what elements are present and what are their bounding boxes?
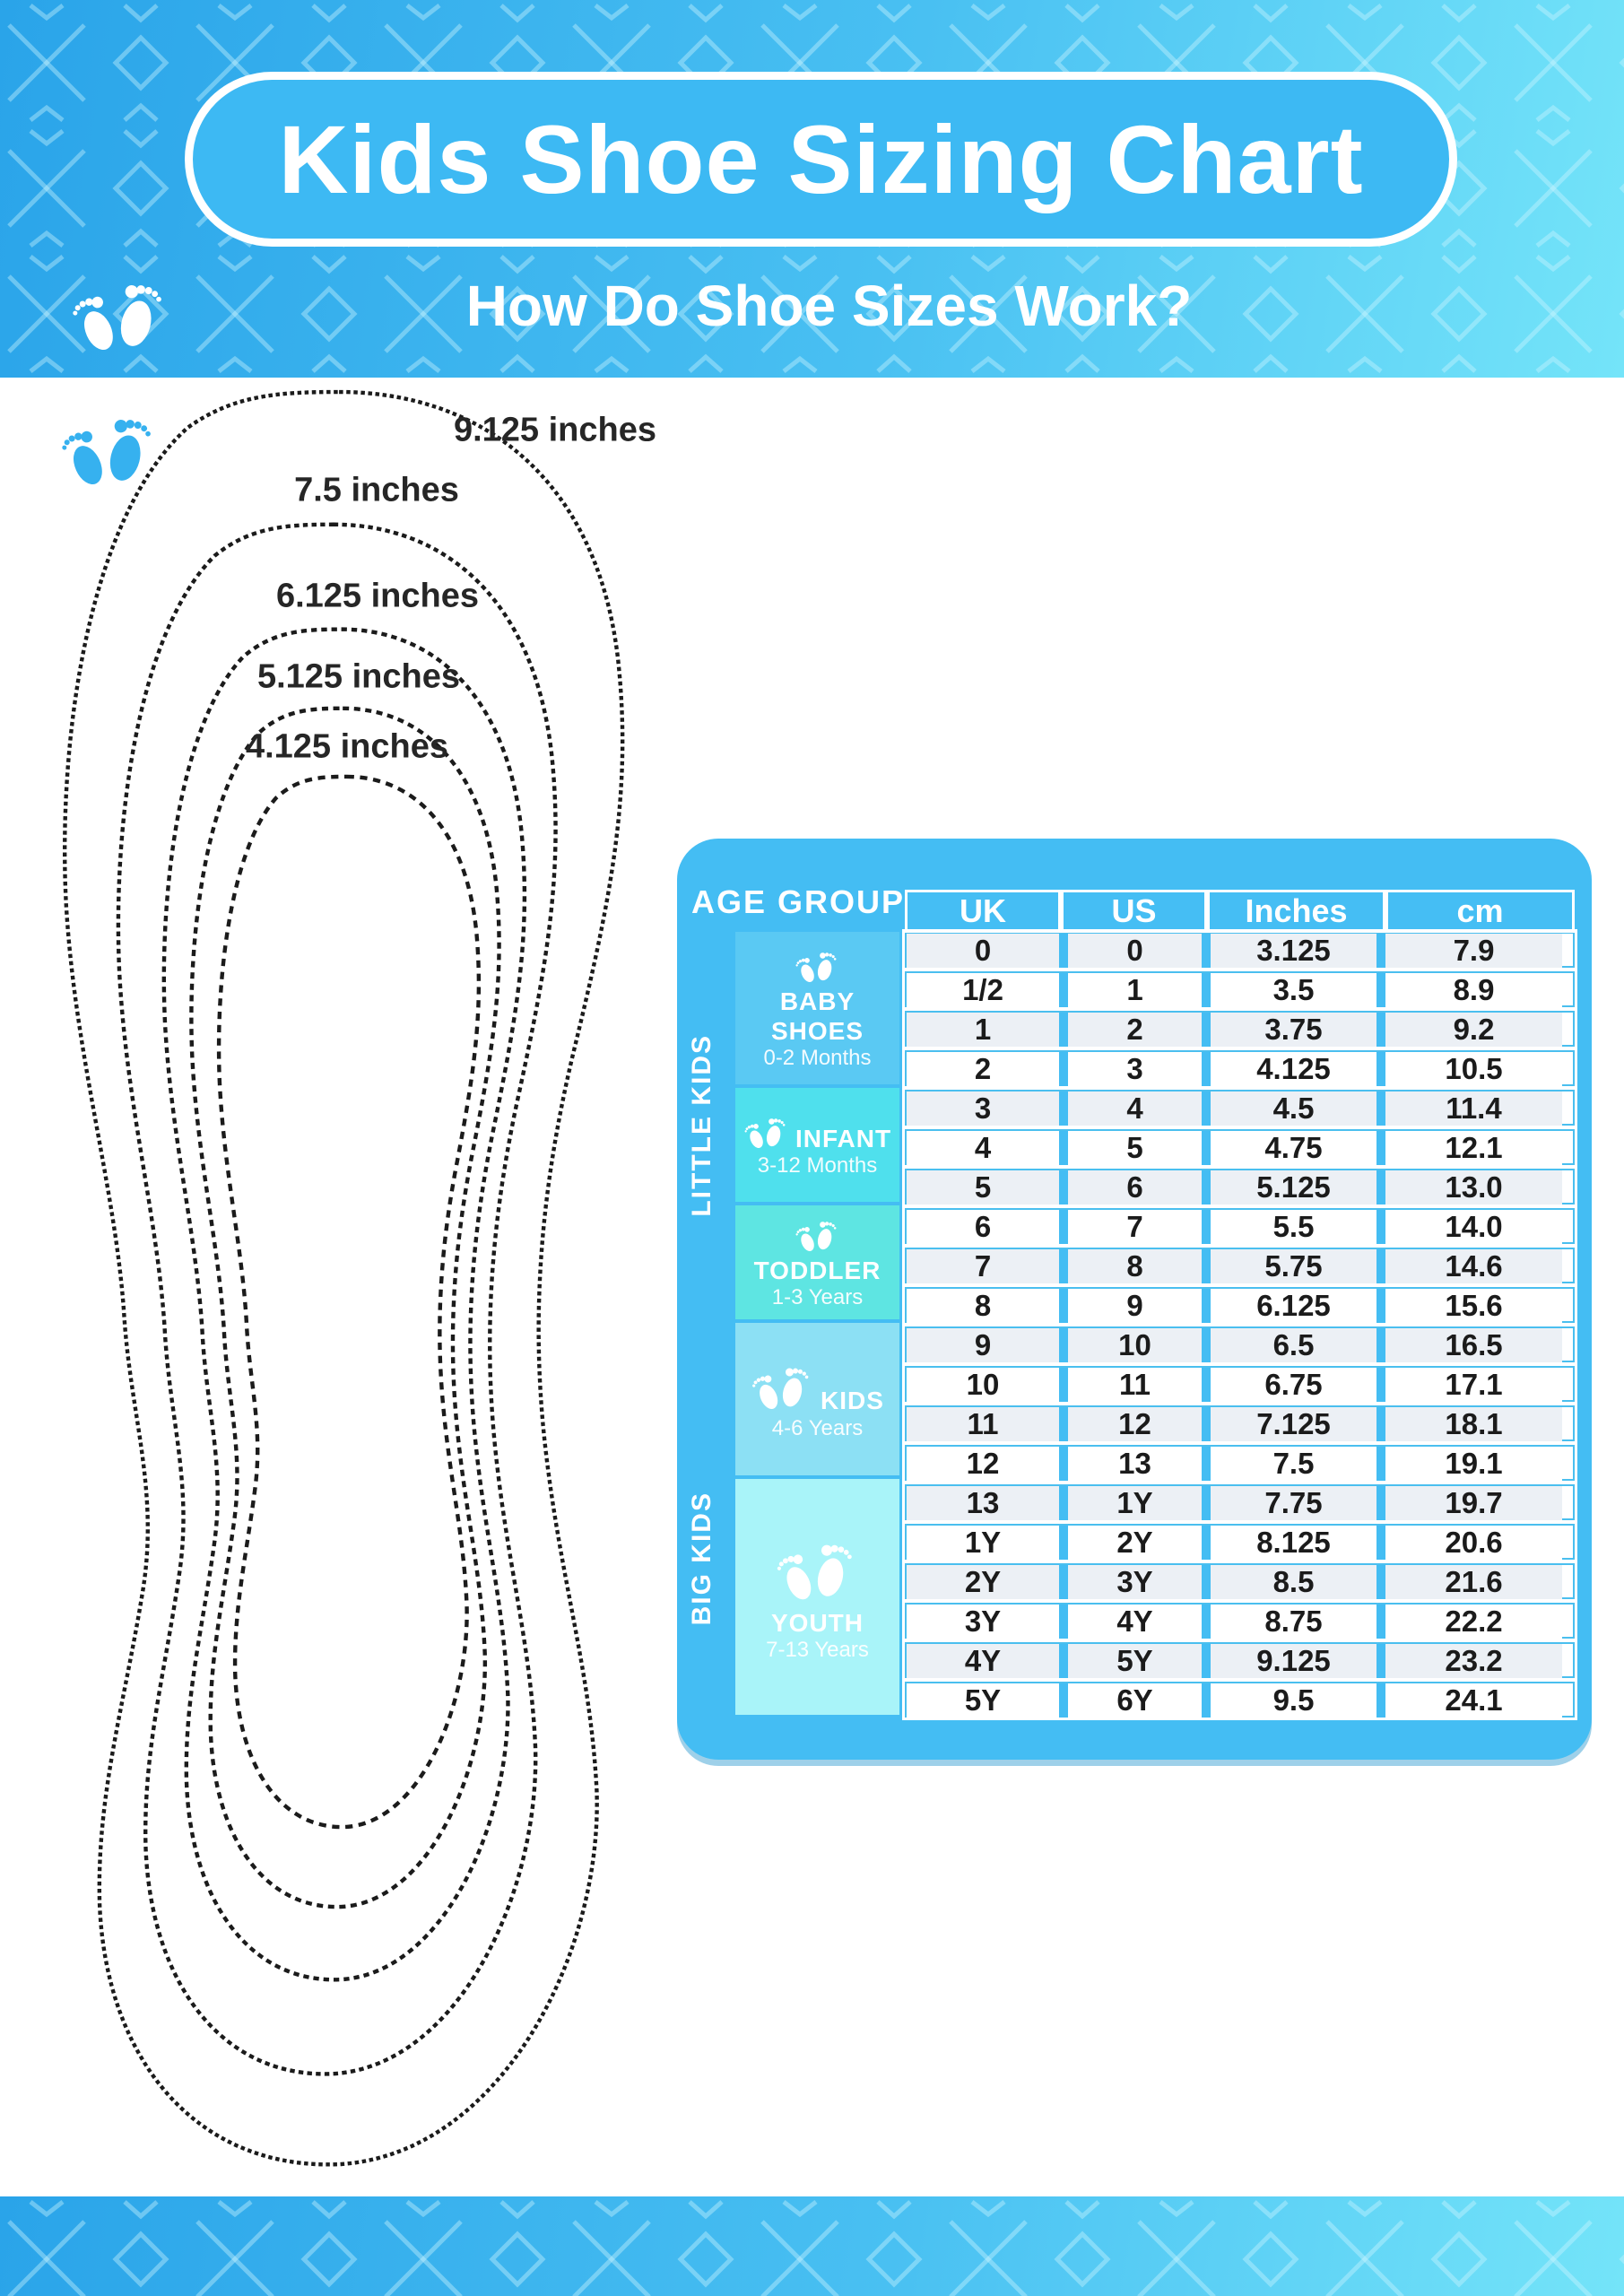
table-row — [905, 1208, 1575, 1244]
age-panel-title: BABY SHOES — [770, 987, 864, 1045]
table-row — [905, 1050, 1575, 1086]
table-row — [905, 1603, 1575, 1639]
table-row — [905, 1129, 1575, 1165]
cell-cm: 13.0 — [1376, 1170, 1562, 1205]
cell-inches: 5.75 — [1202, 1249, 1376, 1283]
age-panel-range: 4-6 Years — [771, 1415, 864, 1440]
foot-outline-4-125 — [219, 777, 479, 1827]
cell-inches: 3.125 — [1202, 934, 1376, 968]
table-row — [905, 1326, 1575, 1362]
cell-us: 4 — [1059, 1091, 1202, 1126]
cell-cm: 21.6 — [1376, 1565, 1562, 1599]
cell-cm: 8.9 — [1376, 973, 1562, 1007]
foot-outline-5-125 — [191, 709, 499, 1907]
cell-cm: 16.5 — [1376, 1328, 1562, 1362]
size-table-header-row — [905, 890, 1575, 932]
age-panel-title: KIDS — [821, 1387, 884, 1415]
cell-inches: 4.75 — [1202, 1131, 1376, 1165]
cell-us: 6 — [1059, 1170, 1202, 1205]
cell-inches: 7.5 — [1202, 1447, 1376, 1481]
table-row — [905, 1011, 1575, 1047]
cell-uk: 2Y — [907, 1565, 1059, 1599]
cell-cm: 22.2 — [1376, 1605, 1562, 1639]
cell-us: 13 — [1059, 1447, 1202, 1481]
footprints-icon — [751, 1357, 815, 1416]
cell-cm: 14.6 — [1376, 1249, 1562, 1283]
age-panel-range: 7-13 Years — [766, 1638, 869, 1663]
cell-us: 8 — [1059, 1249, 1202, 1283]
age-panel-youth — [735, 1479, 899, 1715]
table-row — [905, 971, 1575, 1007]
cell-us: 5Y — [1059, 1644, 1202, 1678]
page-title: Kids Shoe Sizing Chart — [278, 105, 1364, 213]
cell-inches: 4.125 — [1202, 1052, 1376, 1086]
cell-us: 1 — [1059, 973, 1202, 1007]
cell-inches: 8.75 — [1202, 1605, 1376, 1639]
foot-length-label: 5.125 inches — [256, 657, 461, 696]
cell-uk: 1 — [907, 1013, 1059, 1047]
cell-cm: 18.1 — [1376, 1407, 1562, 1441]
side-label-little-kids: LITTLE KIDS — [687, 1034, 716, 1217]
cell-us: 3Y — [1059, 1565, 1202, 1599]
cell-us: 10 — [1059, 1328, 1202, 1362]
cell-inches: 5.125 — [1202, 1170, 1376, 1205]
cell-uk: 1/2 — [907, 973, 1059, 1007]
age-panel-title: TODDLER — [753, 1257, 881, 1284]
age-group-header: AGE GROUP — [690, 883, 906, 920]
cell-uk: 4 — [907, 1131, 1059, 1165]
age-panel-range: 3-12 Months — [757, 1153, 878, 1178]
cell-us: 2Y — [1059, 1526, 1202, 1560]
foot-length-label: 6.125 inches — [275, 577, 480, 615]
cell-cm: 14.0 — [1376, 1210, 1562, 1244]
cell-uk: 6 — [907, 1210, 1059, 1244]
foot-length-label: 9.125 inches — [453, 411, 657, 449]
footer-banner — [0, 2196, 1624, 2296]
table-row — [905, 1287, 1575, 1323]
cell-cm: 7.9 — [1376, 934, 1562, 968]
cell-us: 0 — [1059, 934, 1202, 968]
cell-uk: 9 — [907, 1328, 1059, 1362]
age-panel-range: 0-2 Months — [763, 1045, 872, 1070]
table-row — [905, 1524, 1575, 1560]
cell-inches: 7.75 — [1202, 1486, 1376, 1520]
cell-us: 7 — [1059, 1210, 1202, 1244]
age-panel-range: 1-3 Years — [771, 1285, 864, 1310]
cell-inches: 9.125 — [1202, 1644, 1376, 1678]
cell-us: 4Y — [1059, 1605, 1202, 1639]
table-row — [905, 1445, 1575, 1481]
cell-inches: 7.125 — [1202, 1407, 1376, 1441]
table-row — [905, 1642, 1575, 1678]
cell-uk: 8 — [907, 1289, 1059, 1323]
age-panel-infant — [735, 1088, 899, 1202]
cell-us: 6Y — [1059, 1683, 1202, 1718]
footprints-icon — [795, 944, 841, 987]
age-panel-title: YOUTH — [771, 1609, 864, 1637]
cell-inches: 3.5 — [1202, 973, 1376, 1007]
foot-length-label: 4.125 inches — [245, 727, 449, 766]
table-row — [905, 1248, 1575, 1283]
cell-inches: 5.5 — [1202, 1210, 1376, 1244]
cell-cm: 17.1 — [1376, 1368, 1562, 1402]
footprints-icon — [795, 1213, 841, 1257]
cell-cm: 20.6 — [1376, 1526, 1562, 1560]
cell-inches: 6.125 — [1202, 1289, 1376, 1323]
cell-inches: 8.125 — [1202, 1526, 1376, 1560]
column-header-inches: Inches — [1207, 890, 1385, 933]
table-row — [905, 1682, 1575, 1718]
cell-cm: 19.1 — [1376, 1447, 1562, 1481]
footer-diamond-pattern — [0, 2196, 1624, 2296]
age-panel-baby-shoes — [735, 932, 899, 1084]
cell-cm: 24.1 — [1376, 1683, 1562, 1718]
cell-uk: 3Y — [907, 1605, 1059, 1639]
cell-us: 12 — [1059, 1407, 1202, 1441]
page-subtitle: How Do Shoe Sizes Work? — [465, 274, 1193, 338]
age-panel-toddler — [735, 1205, 899, 1319]
cell-inches: 4.5 — [1202, 1091, 1376, 1126]
table-row — [905, 1366, 1575, 1402]
cell-us: 3 — [1059, 1052, 1202, 1086]
cell-cm: 12.1 — [1376, 1131, 1562, 1165]
cell-inches: 3.75 — [1202, 1013, 1376, 1047]
column-header-uk: UK — [905, 890, 1061, 933]
cell-us: 2 — [1059, 1013, 1202, 1047]
cell-cm: 10.5 — [1376, 1052, 1562, 1086]
age-panel-kids — [735, 1323, 899, 1475]
cell-cm: 11.4 — [1376, 1091, 1562, 1126]
header-banner — [0, 0, 1624, 378]
footprints-icon — [775, 1530, 861, 1609]
cell-cm: 19.7 — [1376, 1486, 1562, 1520]
table-row — [905, 1405, 1575, 1441]
cell-inches: 6.5 — [1202, 1328, 1376, 1362]
cell-cm: 15.6 — [1376, 1289, 1562, 1323]
cell-uk: 1Y — [907, 1526, 1059, 1560]
footprints-icon — [70, 267, 172, 361]
table-row — [905, 932, 1575, 968]
cell-uk: 11 — [907, 1407, 1059, 1441]
side-label-big-kids: BIG KIDS — [687, 1491, 716, 1626]
cell-inches: 8.5 — [1202, 1565, 1376, 1599]
cell-us: 5 — [1059, 1131, 1202, 1165]
cell-uk: 7 — [907, 1249, 1059, 1283]
age-panel-title: INFANT — [795, 1124, 892, 1152]
cell-uk: 13 — [907, 1486, 1059, 1520]
table-row — [905, 1484, 1575, 1520]
cell-cm: 9.2 — [1376, 1013, 1562, 1047]
column-header-us: US — [1061, 890, 1207, 933]
cell-inches: 6.75 — [1202, 1368, 1376, 1402]
footprints-icon — [743, 1110, 790, 1153]
cell-uk: 10 — [907, 1368, 1059, 1402]
table-row — [905, 1563, 1575, 1599]
cell-uk: 5Y — [907, 1683, 1059, 1718]
cell-uk: 4Y — [907, 1644, 1059, 1678]
cell-uk: 5 — [907, 1170, 1059, 1205]
table-row — [905, 1090, 1575, 1126]
cell-uk: 3 — [907, 1091, 1059, 1126]
cell-uk: 0 — [907, 934, 1059, 968]
cell-us: 9 — [1059, 1289, 1202, 1323]
cell-uk: 12 — [907, 1447, 1059, 1481]
cell-cm: 23.2 — [1376, 1644, 1562, 1678]
footprints-icon — [59, 402, 161, 496]
cell-uk: 2 — [907, 1052, 1059, 1086]
foot-outline-6-125 — [164, 630, 525, 1980]
column-header-cm: cm — [1385, 890, 1575, 933]
foot-length-label: 7.5 inches — [294, 471, 459, 509]
cell-inches: 9.5 — [1202, 1683, 1376, 1718]
title-pill — [185, 72, 1457, 247]
cell-us: 1Y — [1059, 1486, 1202, 1520]
size-table — [905, 890, 1575, 1721]
table-row — [905, 1169, 1575, 1205]
cell-us: 11 — [1059, 1368, 1202, 1402]
size-table-card — [677, 839, 1592, 1760]
